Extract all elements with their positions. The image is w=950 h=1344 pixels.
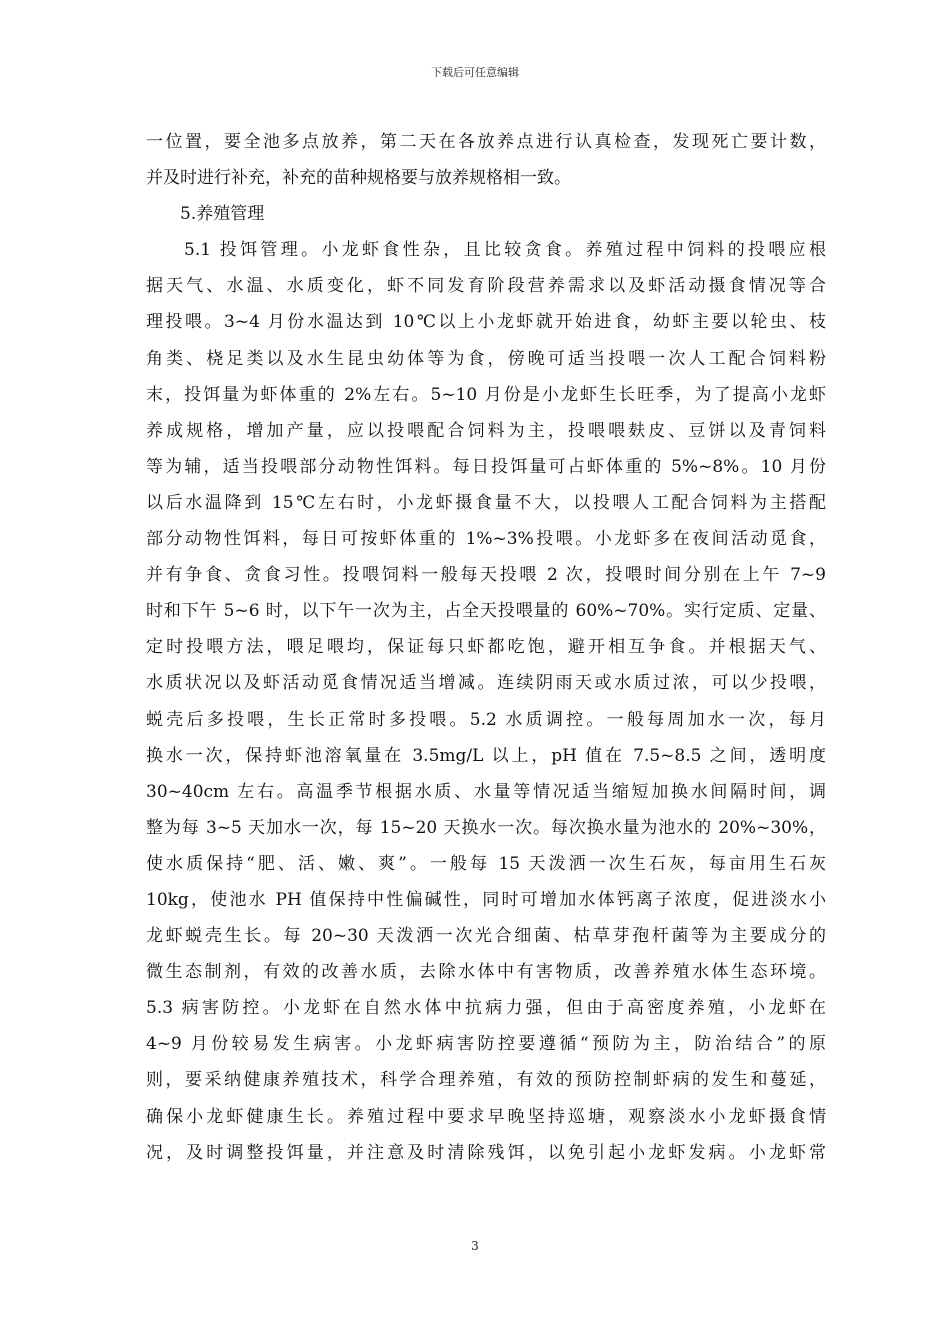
text-line: 10kg，使池水 PH 值保持中性偏碱性，同时可增加水体钙离子浓度，促进淡水小	[146, 889, 826, 910]
text-line: 5.1 投饵管理。小龙虾食性杂，且比较贪食。养殖过程中饲料的投喂应根	[184, 240, 826, 261]
text-line: 部分动物性饵料，每日可按虾体重的 1%~3%投喂。小龙虾多在夜间活动觅食，	[146, 529, 826, 550]
text-line: 5.3 病害防控。小龙虾在自然水体中抗病力强，但由于高密度养殖，小龙虾在	[146, 998, 826, 1019]
section-heading: 5.养殖管理	[180, 204, 265, 225]
text-line: 等为辅，适当投喂部分动物性饵料。每日投饵量可占虾体重的 5%~8%。10 月份	[146, 456, 826, 477]
text-line: 水质状况以及虾活动觅食情况适当增减。连续阴雨天或水质过浓，可以少投喂，	[146, 673, 826, 694]
page-number: 3	[471, 1239, 479, 1253]
text-line: 并有争食、贪食习性。投喂饲料一般每天投喂 2 次，投喂时间分别在上午 7~9	[146, 565, 826, 586]
text-line: 据天气、水温、水质变化，虾不同发育阶段营养需求以及虾活动摄食情况等合	[146, 276, 826, 297]
text-line: 换水一次，保持虾池溶氧量在 3.5mg/L 以上，pH 值在 7.5~8.5 之间，透明度	[146, 745, 826, 766]
text-line: 况，及时调整投饵量，并注意及时清除残饵，以免引起小龙虾发病。小龙虾常	[146, 1142, 826, 1163]
text-line: 蜕壳后多投喂，生长正常时多投喂。5.2 水质调控。一般每周加水一次，每月	[146, 709, 826, 730]
text-line: 末，投饵量为虾体重的 2%左右。5~10 月份是小龙虾生长旺季，为了提高小龙虾	[146, 384, 826, 405]
text-line: 使水质保持“肥、活、嫩、爽”。一般每 15 天泼洒一次生石灰，每亩用生石灰	[146, 853, 826, 874]
text-line: 整为每 3~5 天加水一次，每 15~20 天换水一次。每次换水量为池水的 20%~30%，	[146, 817, 826, 838]
page-header: 下载后可任意编辑	[431, 66, 519, 79]
text-line: 30~40cm 左右。高温季节根据水质、水量等情况适当缩短加换水间隔时间，调	[146, 781, 826, 802]
text-line: 微生态制剂，有效的改善水质，去除水体中有害物质，改善养殖水体生态环境。	[146, 962, 826, 983]
text-line: 一位置，要全池多点放养，第二天在各放养点进行认真检查，发现死亡要计数，	[146, 132, 826, 152]
text-line: 确保小龙虾健康生长。养殖过程中要求早晚坚持巡塘，观察淡水小龙虾摄食情	[146, 1106, 826, 1127]
text-line: 时和下午 5~6 时，以下午一次为主，占全天投喂量的 60%~70%。实行定质、定量、	[146, 601, 826, 622]
text-line: 以后水温降到 15℃左右时，小龙虾摄食量不大，以投喂人工配合饲料为主搭配	[146, 492, 826, 513]
text-line: 定时投喂方法，喂足喂均，保证每只虾都吃饱，避开相互争食。并根据天气、	[146, 637, 826, 658]
body-text	[146, 124, 826, 1171]
text-line: 4~9 月份较易发生病害。小龙虾病害防控要遵循“预防为主，防治结合”的原	[146, 1034, 826, 1055]
text-line: 并及时进行补充，补充的苗种规格要与放养规格相一致。	[146, 168, 571, 189]
text-line: 理投喂。3~4 月份水温达到 10℃以上小龙虾就开始进食，幼虾主要以轮虫、枝	[146, 312, 826, 333]
text-line: 角类、桡足类以及水生昆虫幼体等为食，傍晚可适当投喂一次人工配合饲料粉	[146, 348, 826, 369]
text-line: 龙虾蜕壳生长。每 20~30 天泼洒一次光合细菌、枯草芽孢杆菌等为主要成分的	[146, 926, 826, 947]
text-line: 养成规格，增加产量，应以投喂配合饲料为主，投喂喂麸皮、豆饼以及青饲料	[146, 420, 826, 441]
text-line: 则，要采纳健康养殖技术，科学合理养殖，有效的预防控制虾病的发生和蔓延，	[146, 1070, 826, 1091]
